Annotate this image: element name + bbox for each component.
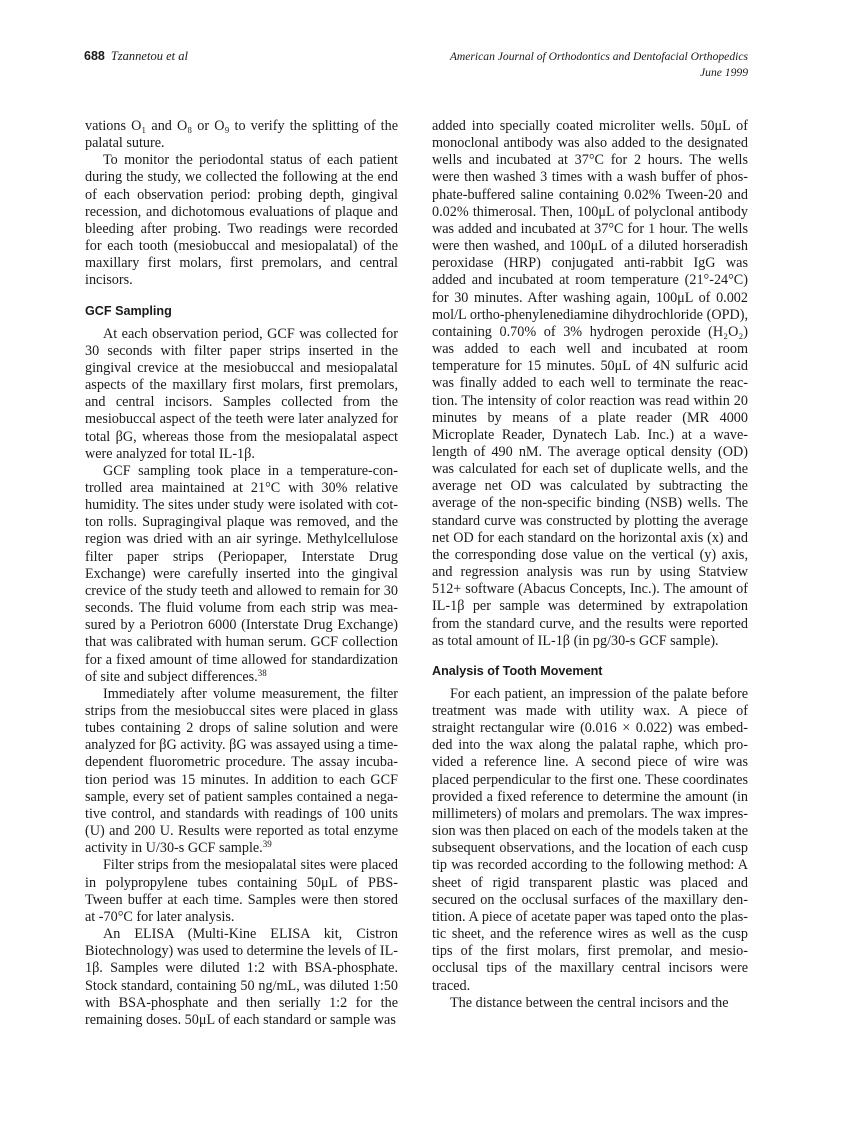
paragraph: For each patient, an impression of the palate before treatment was made with utility wax. A piece of straight rectangular wire (0.016 × 0.022) was embedded into the wax along the palatal raphe, which provided a reference line. A second piece of wire was placed perpendicular to the first one. These coordinates provided a fixed reference to determine the amount (in millimeters) of molars and premolars. The wax impression was then placed on each of the models taken at the subsequent observations, and the location of each cusp tip was recorded according to the following method: A sheet of rigid transparent plastic was placed and secured on the occlusal surfaces of the maxillary dentition. A piece of acetate paper was taped onto the plastic sheet, and the reference wires as well as the cusp tips of the first molars, first premolar, and mesioocclusal tips of the maxillary central incisors were traced. (432, 685, 748, 994)
paragraph-with-ref (85, 686, 398, 858)
paragraph: added into specially coated microliter wells. 50μL of monoclonal antibody was also added to the designated wells and incubated at 37°C for 2 hours. The wells were then washed 3 times with a wash buffer of phosphate-buffered saline containing 0.02% Tween-20 and 0.02% thimerosal. Then, 100μL of polyclonal antibody was added and incubated at 37°C for 1 hour. The wells were then washed, and 100μL of a diluted horseradish peroxidase (HRP) conjugated anti-rabbit IgG was added and incubated at room temperature (21°-24°C) for 30 minutes. After washing again, 100μL of 0.002 mol/L ortho-phenylenediamine dihydrochloride (OPD), containing 0.70% of 3% hydrogen peroxide (H₂O₂) was added to each well and incubated at room temperature for 15 minutes. 50μL of 4N sulfuric acid was finally added to each well to terminate the reaction. The intensity of color reaction was read within 20 minutes by means of a plate reader (MR 4000 Microplate Reader, Dynatech Lab. Inc.) at a wavelength of 490 nM. The average optical density (OD) was calculated for each set of duplicate wells, and the average net OD was calculated by subtracting the average of the non-specific binding (NSB) wells. The standard curve was constructed by plotting the average net OD for each standard on the horizontal axis (x) and the corresponding dose value on the vertical (y) axis, and regression analysis was run by using Statview 512+ software (Abacus Concepts, Inc.). The amount of IL-1β per sample was determined by extrapolation from the standard curve, and the results were reported as total amount of IL-1β (in pg/30-s GCF sample). (432, 118, 748, 649)
paragraph: Filter strips from the mesiopalatal sites were placed in polypropylene tubes containing 50μL of PBS-Tween buffer at each time. Samples were then stored at -70°C for later analysis. (85, 857, 398, 925)
page-number: 688 (84, 49, 105, 63)
paragraph: An ELISA (Multi-Kine ELISA kit, Cistron Biotechnology) was used to determine the levels of IL-1β. Samples were diluted 1:2 with BSA-phosphate. Stock standard, containing 50 ng/mL, was diluted 1:50 with BSA-phosphate and then serially 1:2 for the remaining doses. 50μL of each standard or sample was (85, 926, 398, 1028)
citation-ref: 39 (262, 839, 272, 850)
right-column (432, 118, 748, 1012)
paragraph-text: GCF sampling took place in a temperature-controlled area maintained at 21°C with 30% relative humidity. The sites under study were isolated with cotton rolls. Supragingival plaque was removed, and the region was dried with an air syringe. Methylcellulose filter paper strips (Periopaper, Interstate Drug Exchange) were carefully inserted into the gingival crevice of the study teeth and allowed to remain for 30 seconds. The fluid volume from each strip was measured by a Periotron 6000 (Interstate Drug Exchange) that was calibrated with human serum. GCF collection for a fixed amount of time allowed for standardization of site and subject differences. (85, 462, 398, 685)
issue-date: June 1999 (700, 66, 748, 79)
header-authors: Tzannetou et al (110, 49, 188, 63)
paragraph-with-ref (85, 463, 398, 686)
paragraph-text: Immediately after volume measurement, the filter strips from the mesiobuccal sites were placed in glass tubes containing 2 drops of saline solution and were analyzed for βG activity. βG was assayed using a time-dependent fluorometric procedure. The assay incubation period was 15 minutes. In addition to each GCF sample, every set of patient samples contained a negative control, and standards with readings of 100 units (U) and 200 U. Results were reported as total enzyme activity in U/30-s GCF sample. (85, 685, 398, 857)
journal-title: American Journal of Orthodontics and Dentofacial Orthopedics (449, 50, 748, 63)
paragraph: At each observation period, GCF was collected for 30 seconds with filter paper strips inserted in the gingival crevice at the mesiobuccal and mesiopalatal aspects of the maxillary first molars, first premolars, and central incisors. Samples collected from the mesiobuccal aspect of the teeth were later analyzed for total βG, whereas those from the mesiopalatal aspect were analyzed for total IL-1β. (85, 325, 398, 462)
paragraph: To monitor the periodontal status of each patient during the study, we collected the following at the end of each observation period: probing depth, gingival recession, and dichotomous evaluations of plaque and bleeding after probing. Two readings were recorded for each tooth (mesiobuccal and mesiopalatal) of the maxillary first molars, first premolars, and central incisors. (85, 152, 398, 289)
citation-ref: 38 (257, 667, 267, 678)
left-column (85, 118, 398, 1029)
section-heading-tooth-movement: Analysis of Tooth Movement (432, 663, 603, 678)
paragraph: vations O₁ and O₈ or O₉ to verify the splitting of the palatal suture. (85, 118, 398, 152)
running-header (84, 49, 748, 89)
section-heading-gcf-sampling: GCF Sampling (85, 303, 172, 318)
header-right (450, 49, 748, 81)
header-left (84, 49, 188, 64)
paragraph: The distance between the central incisors and the (450, 994, 729, 1011)
